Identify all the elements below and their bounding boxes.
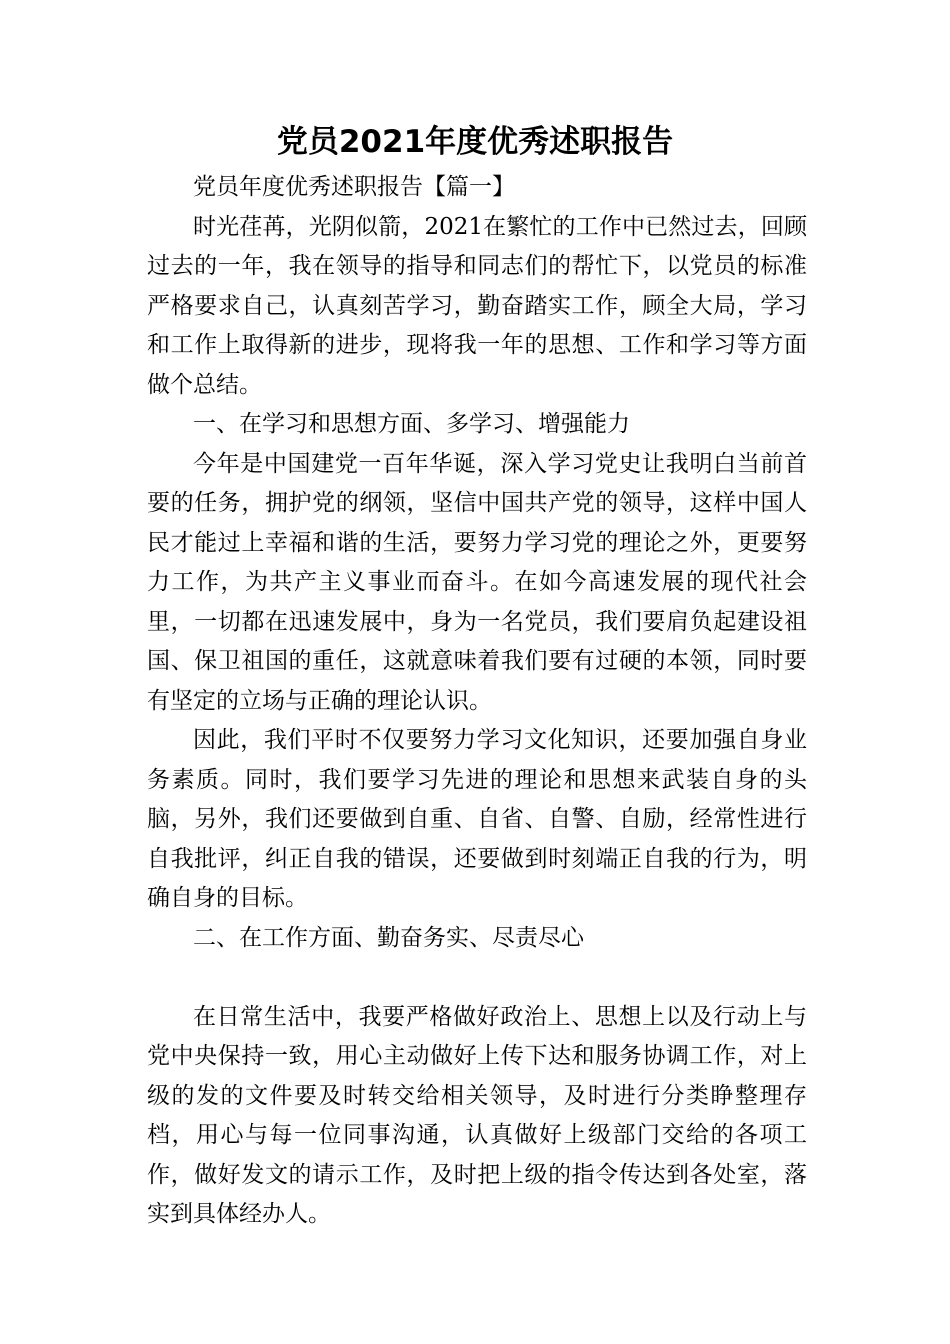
blank-line [147, 958, 807, 998]
paragraph-1: 今年是中国建党一百年华诞，深入学习党史让我明白当前首要的任务，拥护党的纲领，坚信中国共产党的领导，这样中国人民才能过上幸福和谐的生活，要努力学习党的理论之外，更要努力工作，为共产主义事业而奋斗。在如今高速发展的现代社会里，一切都在迅速发展中，身为一名党员，我们要肩负起建设祖国、保卫祖国的重任，这就意味着我们要有过硬的本领，同时要有坚定的立场与正确的理论认识。 [147, 450, 807, 714]
paragraph-3: 在日常生活中，我要严格做好政治上、思想上以及行动上与党中央保持一致，用心主动做好上传下达和服务协调工作，对上级的发的文件要及时转交给相关领导，及时进行分类睁整理存档，用心与每一位同事沟通，认真做好上级部门交给的各项工作，做好发文的请示工作，及时把上级的指令传达到各处室，落实到具体经办人。 [147, 1003, 807, 1227]
document-subtitle: 党员年度优秀述职报告【篇一】 [193, 174, 515, 200]
section-heading-2: 二、在工作方面、勤奋务实、尽责尽心 [193, 924, 584, 951]
paragraph-2: 因此，我们平时不仅要努力学习文化知识，还要加强自身业务素质。同时，我们要学习先进的理论和思想来武装自身的头脑，另外，我们还要做到自重、自省、自警、自励，经常性进行自我批评，纠正自我的错误，还要做到时刻端正自我的行为，明确自身的目标。 [147, 727, 807, 911]
document-title: 党员2021年度优秀述职报告 [276, 124, 674, 160]
intro-paragraph: 时光荏苒，光阴似箭，2021在繁忙的工作中已然过去，回顾过去的一年，我在领导的指导和同志们的帮忙下，以党员的标准严格要求自己，认真刻苦学习，勤奋踏实工作，顾全大局，学习和工作上取得新的进步，现将我一年的思想、工作和学习等方面做个总结。 [147, 213, 807, 398]
section-heading-1: 一、在学习和思想方面、多学习、增强能力 [193, 411, 630, 437]
document-body [147, 168, 807, 1235]
